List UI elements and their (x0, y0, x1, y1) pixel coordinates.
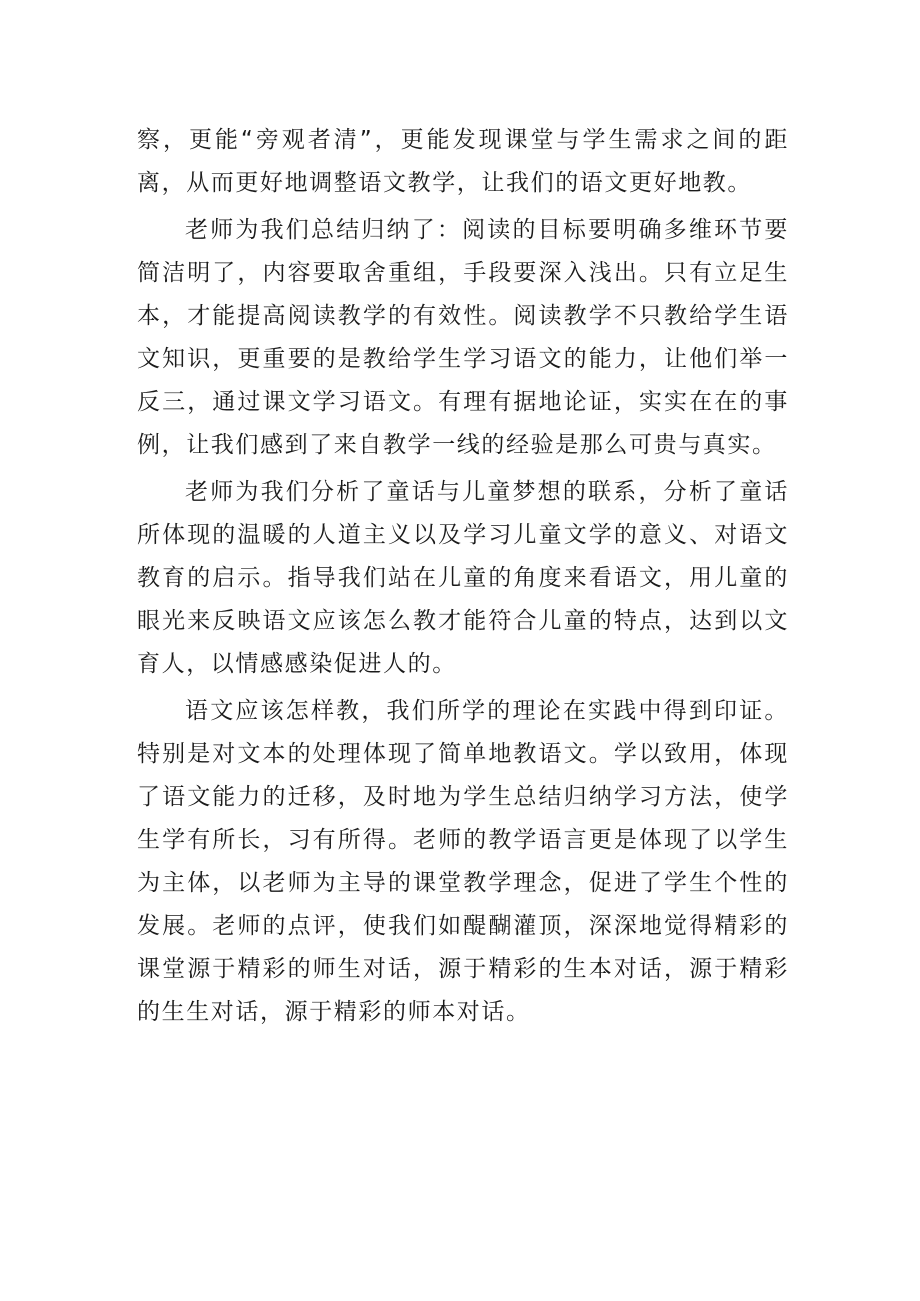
paragraph-3: 老师为我们分析了童话与儿童梦想的联系，分析了童话所体现的温暖的人道主义以及学习儿童文学的意义、对语文教育的启示。指导我们站在儿童的角度来看语文，用儿童的眼光来反映语文应该怎么教才能符合儿童的特点，达到以文育人，以情感感染促进人的。 (137, 479, 789, 677)
document-body (137, 119, 789, 1038)
paragraph-1: 察，更能“旁观者清”，更能发现课堂与学生需求之间的距离，从而更好地调整语文教学，让我们的语文更好地教。 (137, 127, 789, 196)
paragraph-2: 老师为我们总结归纳了：阅读的目标要明确多维环节要简洁明了，内容要取舍重组，手段要深入浅出。只有立足生本，才能提高阅读教学的有效性。阅读教学不只教给学生语文知识，更重要的是教给学生学习语文的能力，让他们举一反三，通过课文学习语文。有理有据地论证，实实在在的事例，让我们感到了来自教学一线的经验是那么可贵与真实。 (137, 217, 789, 458)
paragraph-4: 语文应该怎样教，我们所学的理论在实践中得到印证。特别是对文本的处理体现了简单地教语文。学以致用，体现了语文能力的迁移，及时地为学生总结归纳学习方法，使学生学有所长，习有所得。老师的教学语言更是体现了以学生为主体，以老师为主导的课堂教学理念，促进了学生个性的发展。老师的点评，使我们如醍醐灌顶，深深地觉得精彩的课堂源于精彩的师生对话，源于精彩的生本对话，源于精彩的生生对话，源于精彩的师本对话。 (137, 698, 789, 1025)
